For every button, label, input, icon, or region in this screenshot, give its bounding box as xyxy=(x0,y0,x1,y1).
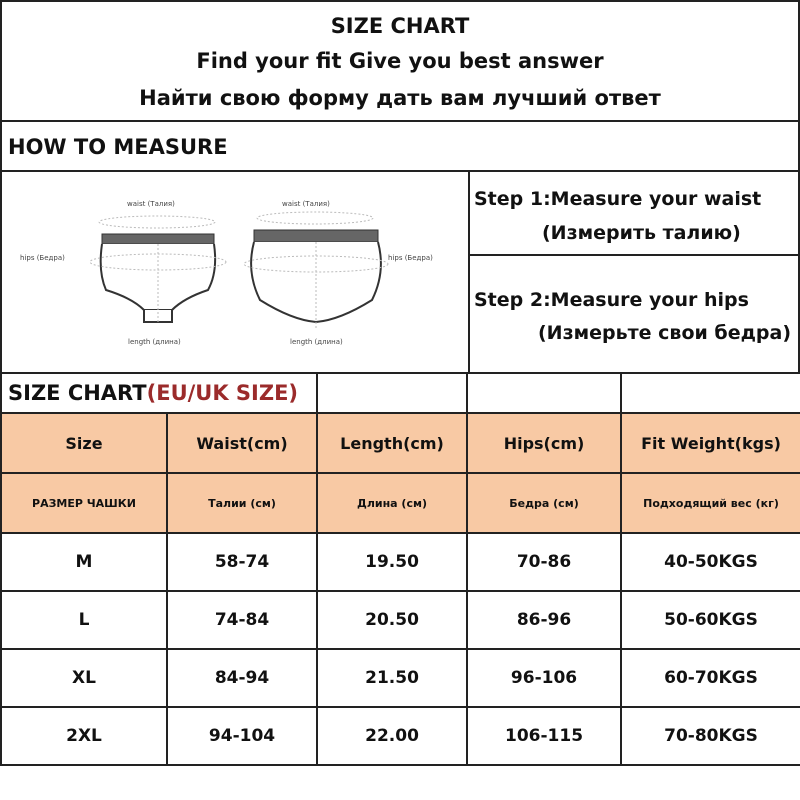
step1-ru: (Измерить талию) xyxy=(542,222,741,244)
header-cell: Подходящий вес (кг) xyxy=(621,473,800,533)
header-cell: Size xyxy=(1,413,167,473)
table-row xyxy=(1,649,800,707)
table-row xyxy=(1,591,800,649)
header-row-ru xyxy=(1,473,800,533)
hips-cell: 70-86 xyxy=(467,533,621,591)
header-cell: Fit Weight(kgs) xyxy=(621,413,800,473)
length-cell: 22.00 xyxy=(317,707,467,765)
how-to-measure-title: HOW TO MEASURE xyxy=(8,135,228,159)
size-cell: M xyxy=(1,533,167,591)
size-cell: L xyxy=(1,591,167,649)
weight-cell: 40-50KGS xyxy=(621,533,800,591)
label-waist-left: waist (Талия) xyxy=(127,200,175,208)
divider-horizontal xyxy=(468,254,800,256)
brief-back-illustration xyxy=(244,212,388,328)
subtitle-en: Find your fit Give you best answer xyxy=(196,49,604,73)
brief-front-illustration xyxy=(90,216,226,324)
subtitle-ru: Найти свою форму дать вам лучший ответ xyxy=(139,86,661,110)
label-length-right: length (длина) xyxy=(290,338,343,346)
header-row-en xyxy=(1,413,800,473)
underwear-diagram xyxy=(2,172,466,372)
length-cell: 21.50 xyxy=(317,649,467,707)
measure-panel xyxy=(0,170,800,374)
label-hips-left: hips (Бедра) xyxy=(20,254,65,262)
weight-cell: 50-60KGS xyxy=(621,591,800,649)
hips-cell: 86-96 xyxy=(467,591,621,649)
table-row xyxy=(1,533,800,591)
header-cell: РАЗМЕР ЧАШКИ xyxy=(1,473,167,533)
how-to-measure-bar xyxy=(0,120,800,172)
label-length-left: length (длина) xyxy=(128,338,181,346)
header-cell: Талии (см) xyxy=(167,473,317,533)
divider-vertical xyxy=(468,172,470,372)
length-cell: 19.50 xyxy=(317,533,467,591)
hips-cell: 96-106 xyxy=(467,649,621,707)
hips-cell: 106-115 xyxy=(467,707,621,765)
waist-cell: 94-104 xyxy=(167,707,317,765)
waist-cell: 58-74 xyxy=(167,533,317,591)
size-chart-caption: SIZE CHART(EU/UK SIZE) xyxy=(1,373,317,413)
label-waist-right: waist (Талия) xyxy=(282,200,330,208)
weight-cell: 70-80KGS xyxy=(621,707,800,765)
waist-cell: 74-84 xyxy=(167,591,317,649)
header-box xyxy=(0,0,800,122)
header-cell: Длина (см) xyxy=(317,473,467,533)
step1-text: Step 1:Measure your waist xyxy=(474,188,762,210)
size-chart-caption-region: (EU/UK SIZE) xyxy=(146,381,299,405)
waist-cell: 84-94 xyxy=(167,649,317,707)
header-cell: Hips(cm) xyxy=(467,413,621,473)
header-cell: Length(cm) xyxy=(317,413,467,473)
size-cell: 2XL xyxy=(1,707,167,765)
step2-ru: (Измерьте свои бедра) xyxy=(538,322,792,344)
size-chart-table xyxy=(0,372,800,766)
length-cell: 20.50 xyxy=(317,591,467,649)
header-cell: Бедра (см) xyxy=(467,473,621,533)
table-row xyxy=(1,707,800,765)
page-title: SIZE CHART xyxy=(330,14,470,38)
label-hips-right: hips (Бедра) xyxy=(388,254,433,262)
size-cell: XL xyxy=(1,649,167,707)
step2-text: Step 2:Measure your hips xyxy=(474,289,749,311)
header-cell: Waist(cm) xyxy=(167,413,317,473)
weight-cell: 60-70KGS xyxy=(621,649,800,707)
